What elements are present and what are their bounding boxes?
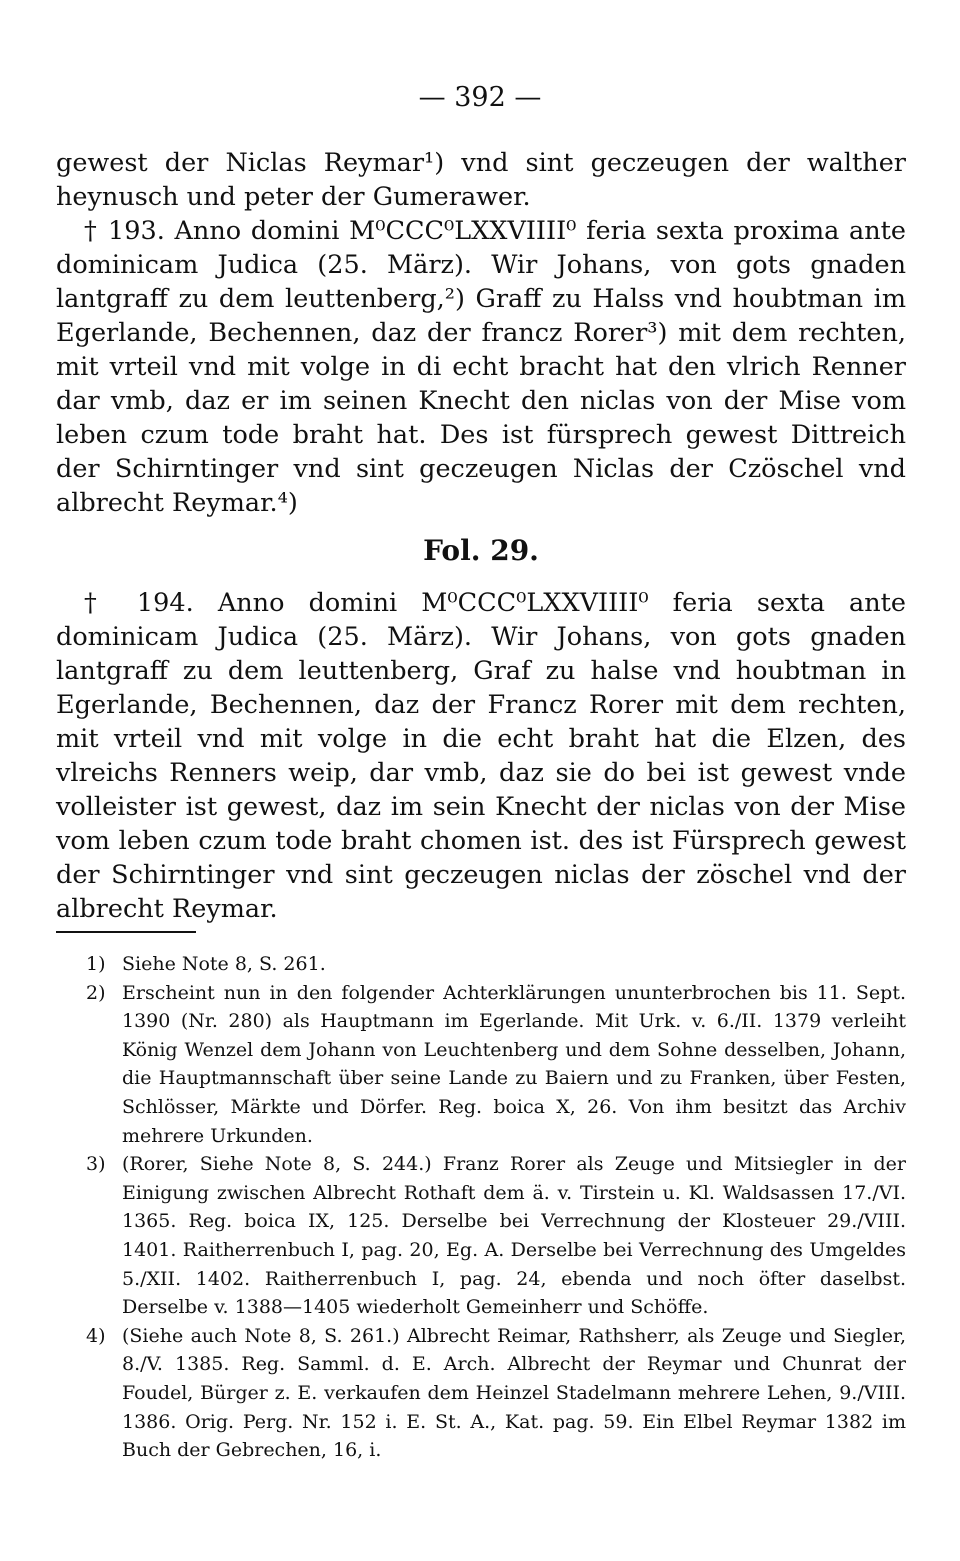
footnote-2 [86, 979, 906, 1151]
footnote-text: Siehe Note 8, S. 261. [122, 953, 326, 975]
footnote-4 [86, 1322, 906, 1465]
footnote-text: (Rorer, Siehe Note 8, S. 244.) Franz Rorer als Zeuge und Mitsiegler in der Einigung zwischen Albrecht Rothaft dem ä. v. Tirstein u. Kl. Waldsassen 17./VI. 1365. Reg. boica IX, 125. Derselbe bei Verrechnung der Klosteuer 29./VIII. 1401. Raitherrenbuch I, pag. 20, Eg. A. Derselbe bei Verrechnung des Umgeldes 5./XII. 1402. Raitherrenbuch I, pag. 24, ebenda und noch öfter daselbst. Derselbe v. 1388—1405 wiederholt Gemeinherr und Schöffe. [122, 1153, 906, 1319]
paragraph-continuation: gewest der Niclas Reymar¹) vnd sint geczeugen der walther heynusch und peter der Gumerawer. [56, 148, 906, 212]
folio-heading: Fol. 29. [423, 534, 539, 567]
footnote-3 [86, 1150, 906, 1322]
footnotes [86, 950, 906, 1465]
footnote-text: Erscheint nun in den folgender Achterklärungen ununterbrochen bis 11. Sept. 1390 (Nr. 280) als Hauptmann im Egerlande. Mit Urk. v. 6./II. 1379 verleiht König Wenzel dem Johann von Leuchtenberg und dem Sohne desselben, Johann, die Hauptmannschaft über seine Lande zu Baiern und zu Franken, über Festen, Schlösser, Märkte und Dörfer. Reg. boica X, 26. Von ihm besitzt das Archiv mehrere Urkunden. [122, 981, 906, 1147]
entry-193: † 193. Anno domini M⁰CCC⁰LXXVIIII⁰ feria sexta proxima ante dominicam Judica (25. März). Wir Johans, von gots gnaden lantgraff zu dem leuttenberg,²) Graff zu Halss vnd houbtman im Egerlande, Bechennen, daz der francz Rorer³) mit dem rechten, mit vrteil vnd mit volge in di echt bracht hat den vlrich Renner dar vmb, daz er im seinen Knecht den niclas von der Mise vom leben czum tode braht hat. Des ist fürsprech gewest Dittreich der Schirntinger vnd sint geczeugen Niclas der Czöschel vnd albrecht Reymar.⁴) [56, 216, 906, 518]
footnote-text: (Siehe auch Note 8, S. 261.) Albrecht Reimar, Rathsherr, als Zeuge und Siegler, 8./V. 1385. Reg. Samml. d. E. Arch. Albrecht der Reymar und Chunrat der Foudel, Bürger z. E. verkaufen dem Heinzel Stadelmann mehrere Lehen, 9./VIII. 1386. Orig. Perg. Nr. 152 i. E. St. A., Kat. pag. 59. Ein Elbel Reymar 1382 im Buch der Gebrechen, 16, i. [122, 1324, 906, 1462]
footnote-number: 1) [86, 953, 106, 975]
footnote-separator [56, 931, 196, 933]
entry-194: † 194. Anno domini M⁰CCC⁰LXXVIIII⁰ feria sexta ante dominicam Judica (25. März). Wir Johans, von gots gnaden lantgraff zu dem leuttenberg, Graf zu halse vnd houbtman in Egerlande, Bechennen, daz der Francz Rorer mit dem rechten, mit vrteil vnd mit volge in die echt braht hat die Elzen, des vlreichs Renners weip, dar vmb, daz sie do bei ist gewest vnde volleister ist gewest, daz im sein Knecht der niclas von der Mise vom leben czum tode braht chomen ist. des ist Fürsprech gewest der Schirntinger vnd sint geczeugen niclas der zöschel vnd der albrecht Reymar. [56, 588, 906, 924]
main-text [56, 146, 906, 926]
footnote-number: 4) [86, 1324, 106, 1347]
page-number: — 392 — [418, 82, 542, 113]
footnote-1 [86, 950, 906, 979]
footnote-number: 2) [86, 981, 106, 1004]
footnote-number: 3) [86, 1153, 106, 1176]
